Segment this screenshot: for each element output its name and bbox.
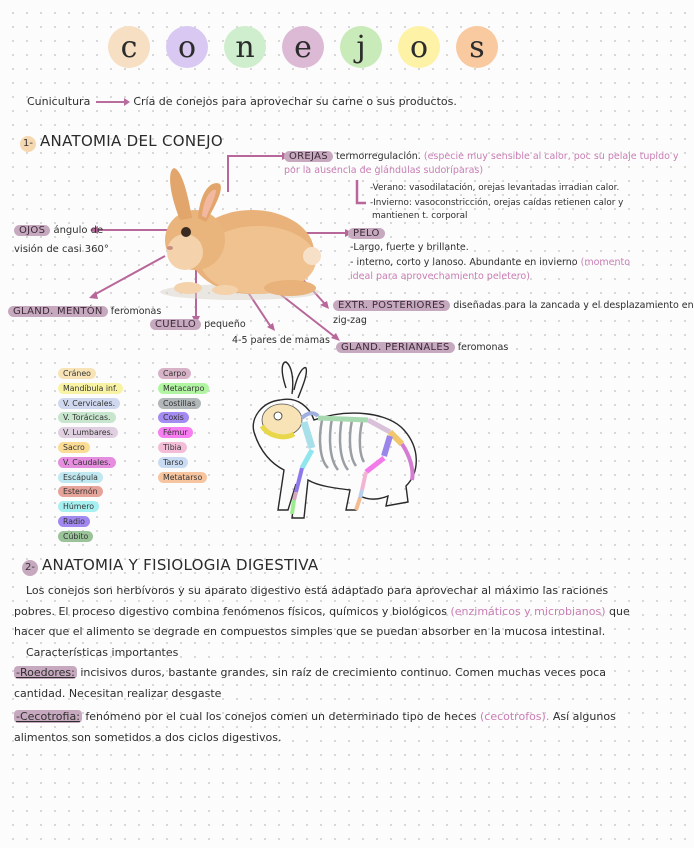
bone-label: Metacarpo <box>158 383 209 394</box>
bone-label: Cráneo <box>58 368 96 379</box>
title-letter: o <box>398 26 440 68</box>
bone-label: Tarso <box>158 457 188 468</box>
cuello-text: pequeño <box>204 319 246 330</box>
section1-title: ANATOMIA DEL CONEJO <box>40 132 224 150</box>
paragraph-line-3: hacer que el alimento se degrade en compuestos simples que se puedan absorber en la mucosa intestinal. <box>14 625 606 638</box>
ojos-label: OJOS <box>14 225 50 236</box>
bone-label: Sacro <box>58 442 90 453</box>
mamas-text: 4-5 pares de mamas <box>232 335 330 346</box>
orejas-verano: -Verano: vasodilatación, orejas levantadas irradian calor. <box>370 183 620 193</box>
posteriores-annotation <box>333 299 694 312</box>
bone-label: Escápula <box>58 472 103 483</box>
bone-label: Costillas <box>158 398 201 409</box>
title-letter: o <box>166 26 208 68</box>
perianales-label: GLAND. PERIANALES <box>336 342 455 353</box>
title-letter: n <box>224 26 266 68</box>
menton-label: GLAND. MENTÓN <box>8 306 108 317</box>
pelo-line-2-note: (momento <box>580 257 631 268</box>
bone-label: Mandíbula inf. <box>58 383 123 394</box>
cecotrofia-text: fenómeno por el cual los conejos comen un determinado tipo de heces <box>85 710 477 723</box>
roedores-line-1 <box>14 663 634 684</box>
bone-label: V. Caudales. <box>58 457 116 468</box>
section2-number: 2- <box>22 560 38 576</box>
roedores-label: -Roedores: <box>16 666 75 679</box>
bone-label: Fémur <box>158 427 193 438</box>
skeleton-illustration <box>238 360 428 530</box>
section2-title: ANATOMIA Y FISIOLOGIA DIGESTIVA <box>42 556 319 574</box>
bone-label: V. Torácicas. <box>58 412 116 423</box>
pelo-annotation <box>348 227 385 240</box>
title-letter: c <box>108 26 150 68</box>
title-letter: s <box>456 26 498 68</box>
paragraph-line-2-end: que <box>609 604 630 618</box>
bone-label: V. Cervicales. <box>58 398 120 409</box>
bone-label: Coxis <box>158 412 189 423</box>
cecotrofia-line-2: alimentos son sometidos a dos ciclos digestivos. <box>14 730 282 744</box>
paragraph-line-1: Los conejos son herbívoros y su aparato digestivo está adaptado para aprovechar al máximo las raciones <box>26 584 609 597</box>
posteriores-text-1: diseñadas para la zancada y el desplazamiento en <box>453 300 694 311</box>
cecotrofia-label: -Cecotrofia: <box>16 710 80 723</box>
roedores-line-2: cantidad. Necesitan realizar desgaste <box>14 686 222 700</box>
pelo-line-3: ideal para aprovechamiento peletero) <box>350 271 530 282</box>
bone-label: Carpo <box>158 368 191 379</box>
paragraph-line-2 <box>14 602 634 623</box>
perianales-annotation <box>336 341 508 354</box>
cecotrofia-note: (cecotrofos). <box>479 710 550 723</box>
menton-text: feromonas <box>110 306 162 317</box>
bone-label: Radio <box>58 516 90 527</box>
orejas-label: OREJAS <box>284 151 333 162</box>
title-letter: e <box>282 26 324 68</box>
orejas-annotation <box>284 150 679 163</box>
cuello-label: CUELLO <box>150 319 201 330</box>
intro-definition: Cría de conejos para aprovechar su carne o sus productos. <box>133 95 457 108</box>
roedores-text: incisivos duros, bastante grandes, sin raíz de crecimiento continuo. Comen muchas veces poca <box>80 666 606 679</box>
bone-label: Esternón <box>58 486 103 497</box>
posteriores-text-2: zig-zag <box>333 315 367 326</box>
caracteristicas-heading: Características importantes <box>26 645 179 659</box>
menton-annotation <box>8 305 161 318</box>
cecotrofia-end: Así algunos <box>552 710 616 723</box>
orejas-text: termorregulación. <box>335 151 421 162</box>
ojos-text-2: visión de casi 360° <box>14 244 109 255</box>
intro-term: Cunicultura <box>27 95 91 108</box>
pelo-line-2-text: - interno, corto y lanoso. Abundante en invierno <box>350 257 578 268</box>
paragraph-line-2-note: (enzimáticos y microbianos) <box>450 604 606 618</box>
cuello-annotation <box>150 318 246 331</box>
orejas-note-1: (especie muy sensible al calor, poc su pelaje tupido y <box>423 151 679 162</box>
bone-label: Tibia <box>158 442 187 453</box>
pelo-line-2 <box>350 256 630 269</box>
posteriores-label: EXTR. POSTERIORES <box>333 300 450 311</box>
ojos-annotation <box>14 224 103 237</box>
bone-label: V. Lumbares. <box>58 427 118 438</box>
title-letter: j <box>340 26 382 68</box>
orejas-note-2: por la ausencia de glándulas sudoríparas) <box>284 165 484 176</box>
paragraph-line-2-text: pobres. El proceso digestivo combina fenómenos físicos, químicos y biológicos <box>14 604 447 618</box>
bone-label: Húmero <box>58 501 99 512</box>
orejas-invierno-1: -Invierno: vasoconstricción, orejas caídas retienen calor y <box>370 198 624 208</box>
orejas-invierno-2: mantienen t. corporal <box>372 211 468 221</box>
pelo-label: PELO <box>348 228 385 239</box>
section1-number: 1- <box>20 136 36 152</box>
ojos-text-1: ángulo de <box>53 225 104 236</box>
bone-label: Metatarso <box>158 472 207 483</box>
section2-heading <box>22 555 318 576</box>
rabbit-illustration <box>140 160 330 305</box>
section2-body <box>14 581 634 748</box>
perianales-text: feromonas <box>457 342 509 353</box>
pelo-line-1: -Largo, fuerte y brillante. <box>350 242 469 253</box>
bone-label: Cúbito <box>58 531 93 542</box>
cecotrofia-line-1 <box>14 707 634 728</box>
